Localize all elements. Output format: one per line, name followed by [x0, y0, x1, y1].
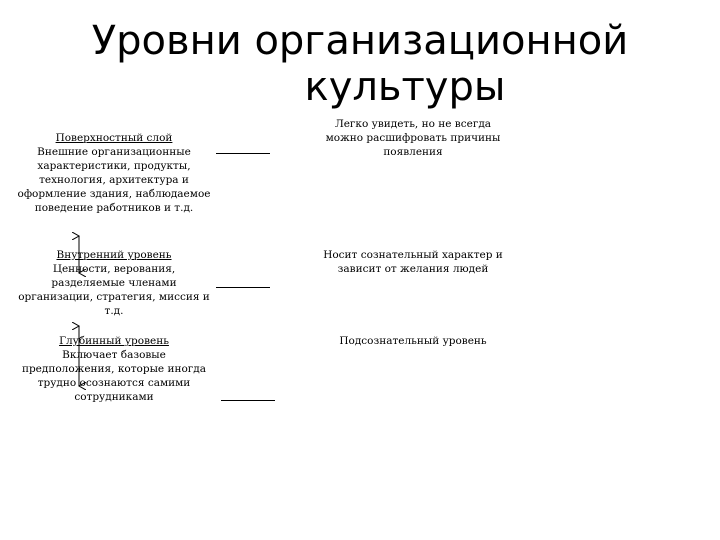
connector-line-3	[221, 400, 275, 401]
title-line-1: Уровни организационной	[91, 18, 629, 64]
level-inner-description: Ценности, верования, разделяемые членами организации, стратегия, миссия и т.д.	[18, 263, 210, 317]
level-inner-heading: Внутренний уровень	[56, 249, 172, 261]
title-line-2: культуры	[304, 64, 506, 110]
page-title	[60, 18, 660, 110]
level-deep	[16, 334, 212, 404]
level-surface-note: Легко увидеть, но не всегда можно расшифровать причины появления	[325, 118, 501, 158]
level-deep-description: Включает базовые предположения, которые иногда трудно осознаются самими сотрудниками	[21, 349, 207, 403]
connector-line-2	[216, 287, 270, 288]
level-deep-note: Подсознательный уровень	[339, 335, 487, 347]
level-surface-heading: Поверхностный слой	[55, 132, 173, 144]
level-surface	[16, 131, 212, 215]
level-inner-note: Носит сознательный характер и зависит от желания людей	[323, 249, 503, 275]
level-surface-description: Внешние организационные характеристики, продукты, технология, архитектура и оформление здания, наблюдаемое поведение работников и т.д.	[17, 146, 211, 214]
level-inner	[16, 248, 212, 318]
level-deep-heading: Глубинный уровень	[59, 335, 169, 347]
connector-line-1	[216, 153, 270, 154]
